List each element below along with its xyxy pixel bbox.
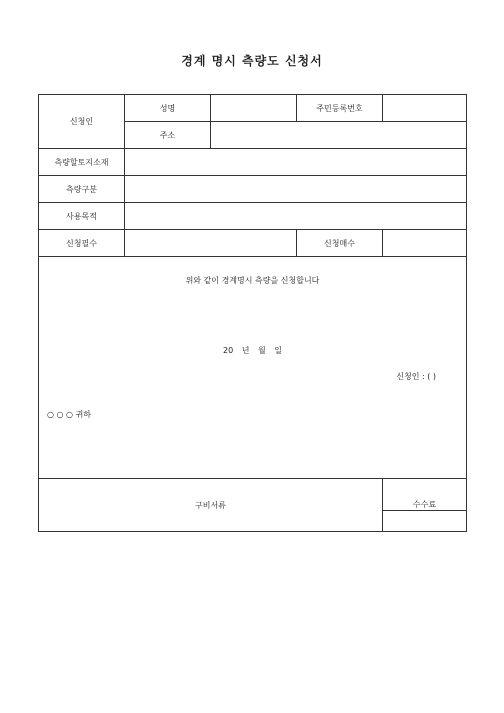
name-label: 성명 — [125, 95, 211, 122]
statement-text: 위와 같이 경계명시 측량을 신청합니다 — [185, 276, 320, 285]
statement-section — [39, 257, 467, 479]
address-label: 주소 — [125, 122, 211, 149]
count-field[interactable] — [383, 230, 467, 257]
signature-line: 신청인 : ( ) — [396, 372, 436, 381]
applicant-label: 신청인 — [39, 95, 125, 149]
address-field[interactable] — [211, 122, 467, 149]
copies-label: 신청필수 — [39, 230, 125, 257]
form-title: 경계 명시 측량도 신청서 — [181, 54, 323, 68]
survey-type-label: 측량구분 — [39, 176, 125, 203]
copies-field[interactable] — [125, 230, 297, 257]
name-field[interactable] — [211, 95, 297, 122]
purpose-label: 사용목적 — [39, 203, 125, 230]
fee-cell — [383, 479, 467, 532]
survey-type-field[interactable] — [125, 176, 467, 203]
purpose-field[interactable] — [125, 203, 467, 230]
date-line: 20 년 월 일 — [223, 346, 282, 355]
id-number-field[interactable] — [383, 95, 467, 122]
addressee-line: ○ ○ ○ 귀하 — [47, 410, 92, 419]
required-documents-label: 구비서류 — [39, 479, 383, 532]
application-form — [38, 94, 467, 532]
count-label: 신청매수 — [297, 230, 383, 257]
id-number-label: 주민등록번호 — [297, 95, 383, 122]
land-location-label: 측량할토지소재 — [39, 149, 125, 176]
land-location-field[interactable] — [125, 149, 467, 176]
fee-label: 수수료 — [383, 499, 466, 511]
